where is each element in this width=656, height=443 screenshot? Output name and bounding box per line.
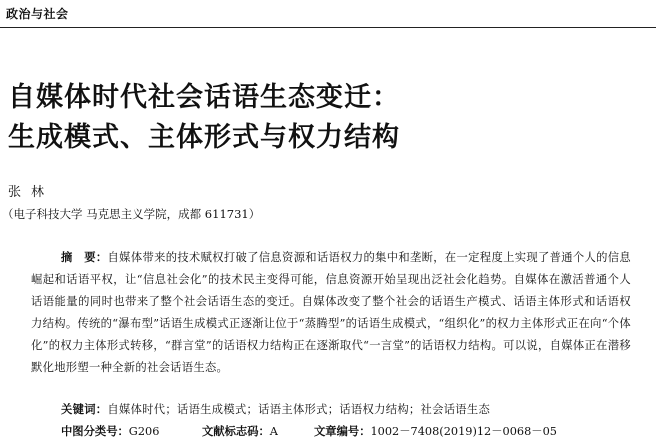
- clc-value: G206: [128, 425, 160, 438]
- document-code: [202, 423, 314, 439]
- doc-code-label: 文献标志码：: [202, 424, 270, 438]
- article-title: [8, 78, 648, 158]
- author-name: 张林: [8, 185, 55, 200]
- keywords-label: 关键词：: [61, 402, 108, 416]
- clc-number: [61, 423, 202, 439]
- article-metadata: [61, 423, 557, 439]
- abstract-label: 摘 要：: [61, 250, 108, 264]
- clc-label: 中图分类号：: [61, 424, 129, 438]
- keywords-text: 自媒体时代；话语生成模式；话语主体形式；话语权力结构；社会话语生态: [107, 403, 491, 416]
- running-head: 政治与社会: [6, 7, 69, 21]
- abstract-text: 自媒体带来的技术赋权打破了信息资源和话语权力的集中和垄断，在一定程度上实现了普通个人的信息崛起和话语平权，让“信息社会化”的技术民主变得可能，信息资源开始呈现出泛社会化趋势。自媒体在激活普通个人话语能量的同时也带来了整个社会话语生态的变迁。自媒体改变了整个社会的话语生产模式、话语主体形式和话语权力结构。传统的“瀑布型”话语生成模式正逐渐让位于“蒸腾型”的话语生成模式，“组织化”的权力主体形式正在向“个体化”的权力主体形式转移，“群言堂”的话语权力结构正在逐渐取代“一言堂”的话语权力结构。可以说，自媒体正在潜移默化地形塑一种全新的社会话语生态。: [31, 251, 632, 374]
- title-line-1: 自媒体时代社会话语生态变迁：: [8, 82, 400, 113]
- article-id: [314, 423, 557, 439]
- article-id-value: 1002－7408(2019)12－0068－05: [370, 425, 557, 438]
- keywords: [61, 401, 490, 417]
- article-id-label: 文章编号：: [314, 424, 371, 438]
- author-affiliation: （电子科技大学 马克思主义学院，成都 611731）: [2, 207, 261, 221]
- abstract: [31, 246, 631, 379]
- title-line-2: 生成模式、主体形式与权力结构: [8, 122, 400, 153]
- page-header: [0, 0, 656, 30]
- header-rule: [0, 27, 656, 28]
- doc-code-value: A: [269, 425, 278, 438]
